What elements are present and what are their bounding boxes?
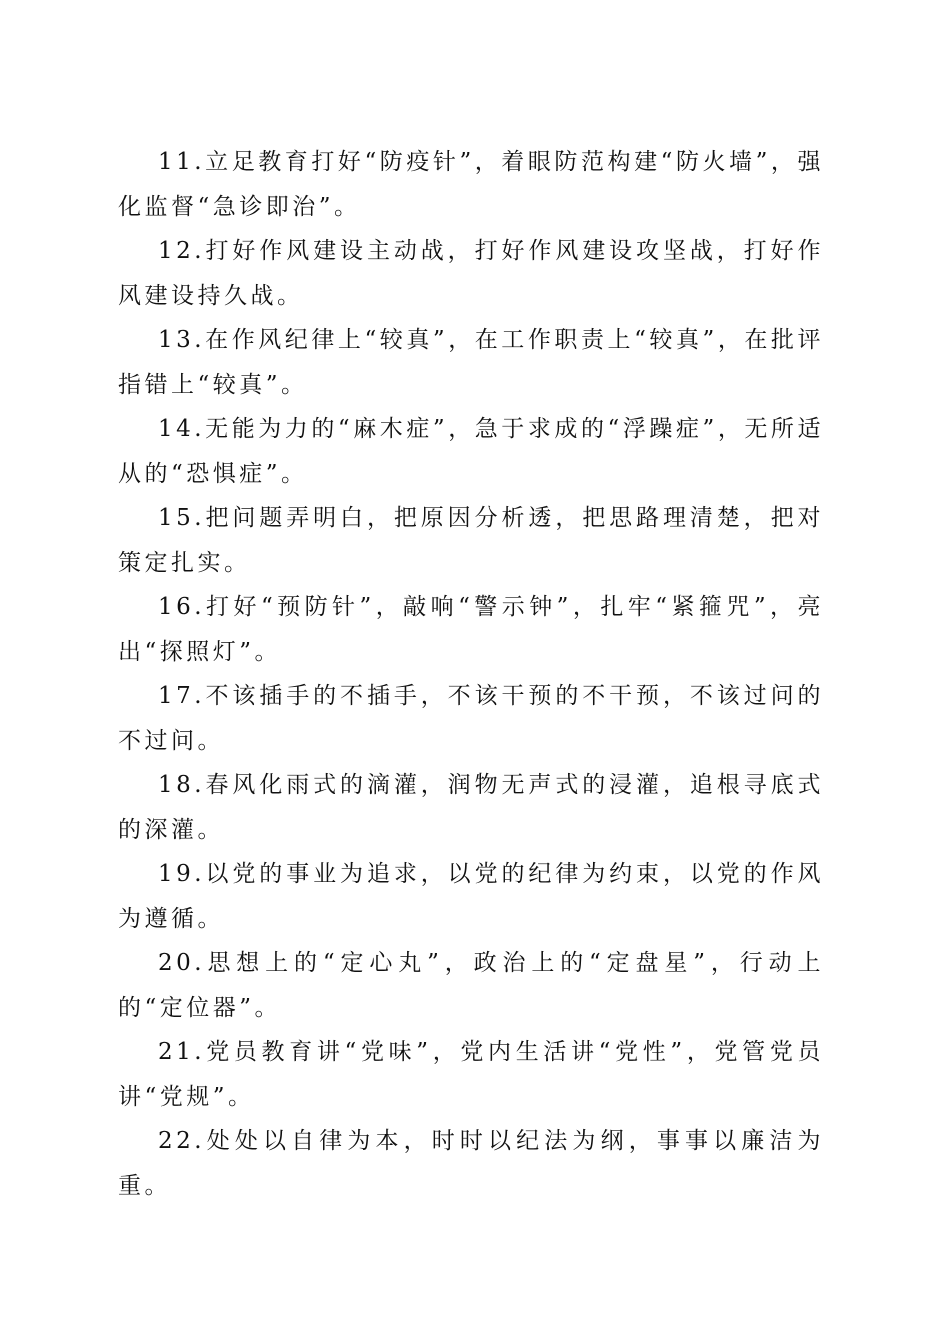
list-item-15: 15.把问题弄明白，把原因分析透，把思路理清楚，把对策定扎实。 xyxy=(118,505,824,576)
list-item-21: 21.党员教育讲“党味”，党内生活讲“党性”，党管党员讲“党规”。 xyxy=(118,1039,824,1110)
list-item-11: 11.立足教育打好“防疫针”，着眼防范构建“防火墙”，强化监督“急诊即治”。 xyxy=(118,149,824,220)
list-item-20: 20.思想上的“定心丸”，政治上的“定盘星”，行动上的“定位器”。 xyxy=(118,950,824,1021)
list-item-12: 12.打好作风建设主动战，打好作风建设攻坚战，打好作风建设持久战。 xyxy=(118,238,824,309)
list-item-18: 18.春风化雨式的滴灌，润物无声式的浸灌，追根寻底式的深灌。 xyxy=(118,772,824,843)
list-item-17: 17.不该插手的不插手，不该干预的不干预，不该过问的不过问。 xyxy=(118,683,824,754)
list-item-22: 22.处处以自律为本，时时以纪法为纲，事事以廉洁为重。 xyxy=(118,1128,824,1199)
list-item-16: 16.打好“预防针”，敲响“警示钟”，扎牢“紧箍咒”，亮出“探照灯”。 xyxy=(118,594,824,665)
list-item-19: 19.以党的事业为追求，以党的纪律为约束，以党的作风为遵循。 xyxy=(118,861,824,932)
document-page xyxy=(118,140,824,1208)
list-item-14: 14.无能为力的“麻木症”，急于求成的“浮躁症”，无所适从的“恐惧症”。 xyxy=(118,416,824,487)
list-item-13: 13.在作风纪律上“较真”，在工作职责上“较真”，在批评指错上“较真”。 xyxy=(118,327,824,398)
